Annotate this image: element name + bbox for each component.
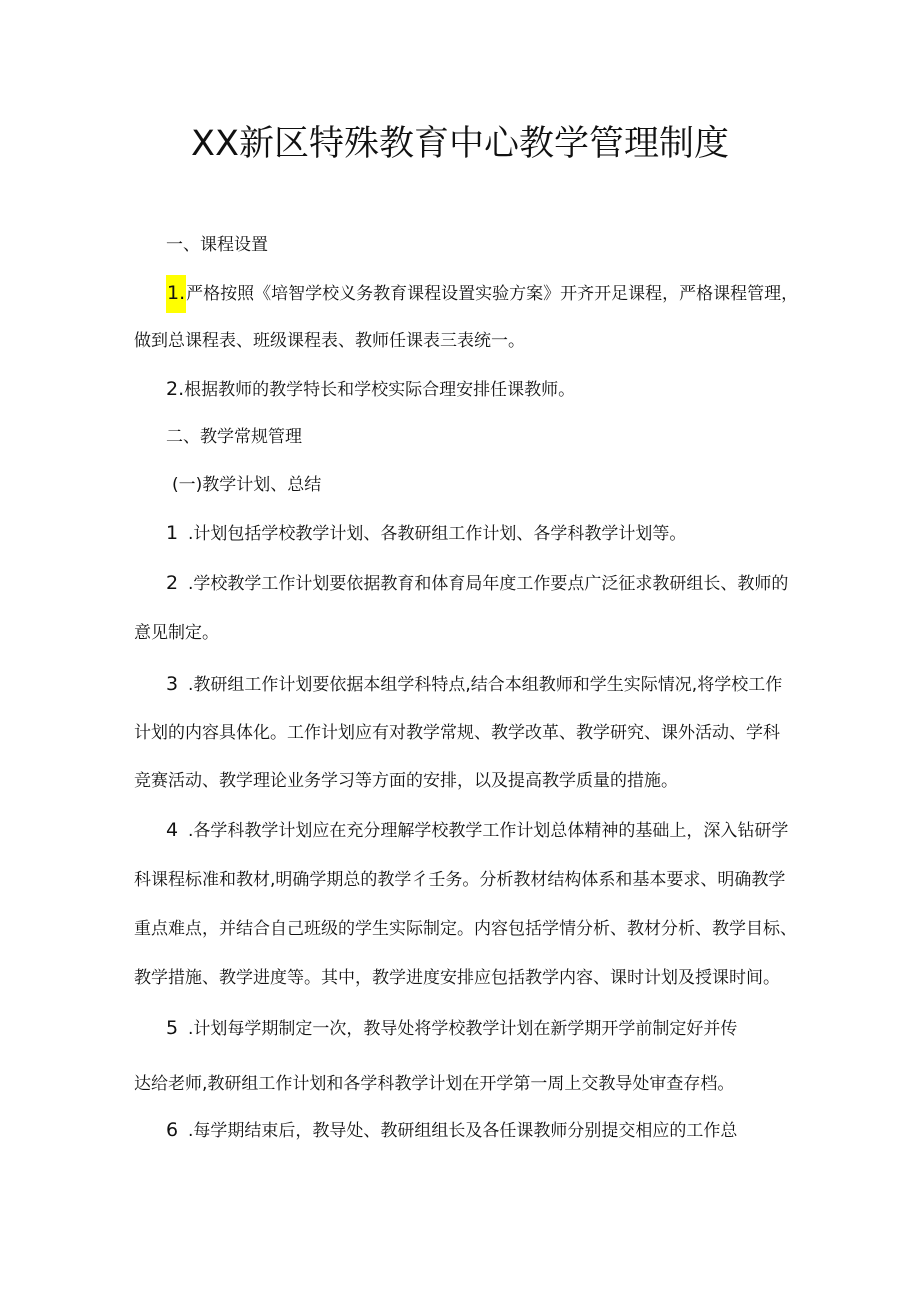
section-heading-teaching-routine: 二、教学常规管理: [166, 427, 302, 447]
item-number: 6: [166, 1119, 179, 1141]
item-number: 5: [166, 1017, 179, 1039]
item-number: 1: [166, 522, 179, 544]
paragraph-line: 科课程标准和教材,明确学期总的教学彳壬务。分析教材结构体系和基本要求、明确教学: [134, 870, 786, 890]
paragraph-line: [166, 571, 788, 596]
paragraph-text: .每学期结束后，教导处、教研组组长及各任课教师分别提交相应的工作总: [188, 1121, 738, 1141]
paragraph-line: [166, 1118, 737, 1143]
paragraph-line: [166, 672, 782, 697]
paragraph-text: 根据教师的教学特长和学校实际合理安排任课教师。: [184, 380, 576, 400]
paragraph-text: 严格按照《培智学校义务教育课程设置实验方案》开齐开足课程，严格课程管理，: [186, 284, 799, 304]
paragraph-line: 做到总课程表、班级课程表、教师任课表三表统一。: [134, 331, 525, 351]
paragraph-line: 计划的内容具体化。工作计划应有对教学常规、教学改革、教学研究、课外活动、学科: [134, 723, 780, 743]
paragraph-line: 竞赛活动、教学理论业务学习等方面的安排，以及提高教学质量的措施。: [134, 771, 678, 791]
paragraph-line: [166, 818, 788, 843]
paragraph-text: .学校教学工作计划要依据教育和体育局年度工作要点广泛征求教研组长、教师的: [188, 574, 789, 594]
paragraph-text: .各学科教学计划应在充分理解学校教学工作计划总体精神的基础上，深入钻研学: [188, 821, 789, 841]
paragraph-line: [166, 1016, 737, 1041]
paragraph-line: 重点难点，并结合自己班级的学生实际制定。内容包括学情分析、教材分析、教学目标、: [134, 919, 797, 939]
paragraph-text: .计划每学期制定一次，教导处将学校教学计划在新学期开学前制定好并传: [188, 1019, 738, 1039]
paragraph-line: 达给老师,教研组工作计划和各学科教学计划在开学第一周上交教导处审查存档。: [134, 1074, 735, 1094]
subsection-heading: (一)教学计划、总结: [172, 475, 322, 495]
paragraph-line: 教学措施、教学进度等。其中，教学进度安排应包括教学内容、课时计划及授课时间。: [134, 968, 780, 988]
section-heading-course-setup: 一、课程设置: [166, 235, 268, 255]
paragraph-text: .教研组工作计划要依据本组学科特点,结合本组教师和学生实际情况,将学校工作: [188, 675, 783, 695]
paragraph-text: .计划包括学校教学计划、各教研组工作计划、各学科教学计划等。: [188, 524, 687, 544]
paragraph-line: 意见制定。: [134, 623, 219, 643]
item-number: 4: [166, 819, 179, 841]
highlighted-item-number: 1.: [166, 275, 186, 313]
item-number: 2.: [166, 378, 185, 400]
paragraph-line: [166, 281, 798, 306]
item-number: 3: [166, 673, 179, 695]
paragraph-line: [166, 377, 575, 402]
document-title: XX新区特殊教育中心教学管理制度: [191, 124, 729, 164]
item-number: 2: [166, 572, 179, 594]
paragraph-line: [166, 521, 686, 546]
